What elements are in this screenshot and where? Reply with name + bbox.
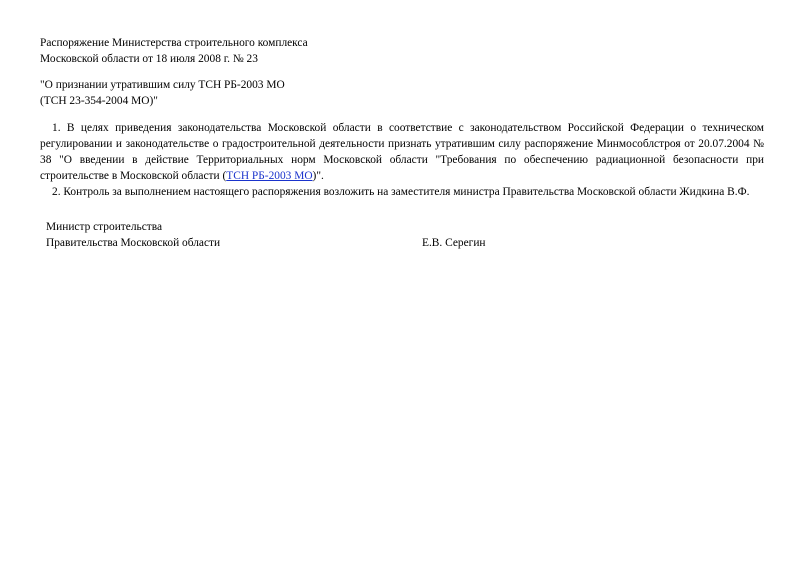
document-title [40,77,764,109]
paragraph-2: 2. Контроль за выполнением настоящего распоряжения возложить на заместителя министра Правительства Московской области Жидкина В.Ф. [52,186,750,198]
title-line-2: (ТСН 23-354-2004 МО)" [40,95,158,107]
tsn-rb-2003-link[interactable]: ТСН РБ-2003 МО [226,170,313,182]
document-header [40,35,764,67]
header-line-2: Московской области от 18 июля 2008 г. № 23 [40,53,258,65]
paragraph-1-text: 1. В целях приведения законодательства Московской области в соответствие с законодательством Российской Федерации о техническом регулировании и законодательстве о градостроительной деятельности признать утратившим силу распоряжение Минмособлстроя от 20.07.2004 № 38 "О введении в действие Территориальных норм Московской области "Требования по обеспечению радиационной безопасности при строительстве в Московской области ( [40,122,764,182]
signatory-name: Е.В. Серегин [422,237,486,249]
paragraph-1-tail: )". [312,170,324,182]
signatory-position-line-1: Министр строительства [46,221,163,233]
document-page [40,35,764,251]
document-body [40,120,764,200]
title-line-1: "О признании утратившим силу ТСН РБ-2003 МО [40,79,285,91]
signatory-position-line-2: Правительства Московской области [46,237,221,249]
header-line-1: Распоряжение Министерства строительного комплекса [40,37,308,49]
paragraph-1 [40,120,764,184]
signature-block [46,219,764,251]
